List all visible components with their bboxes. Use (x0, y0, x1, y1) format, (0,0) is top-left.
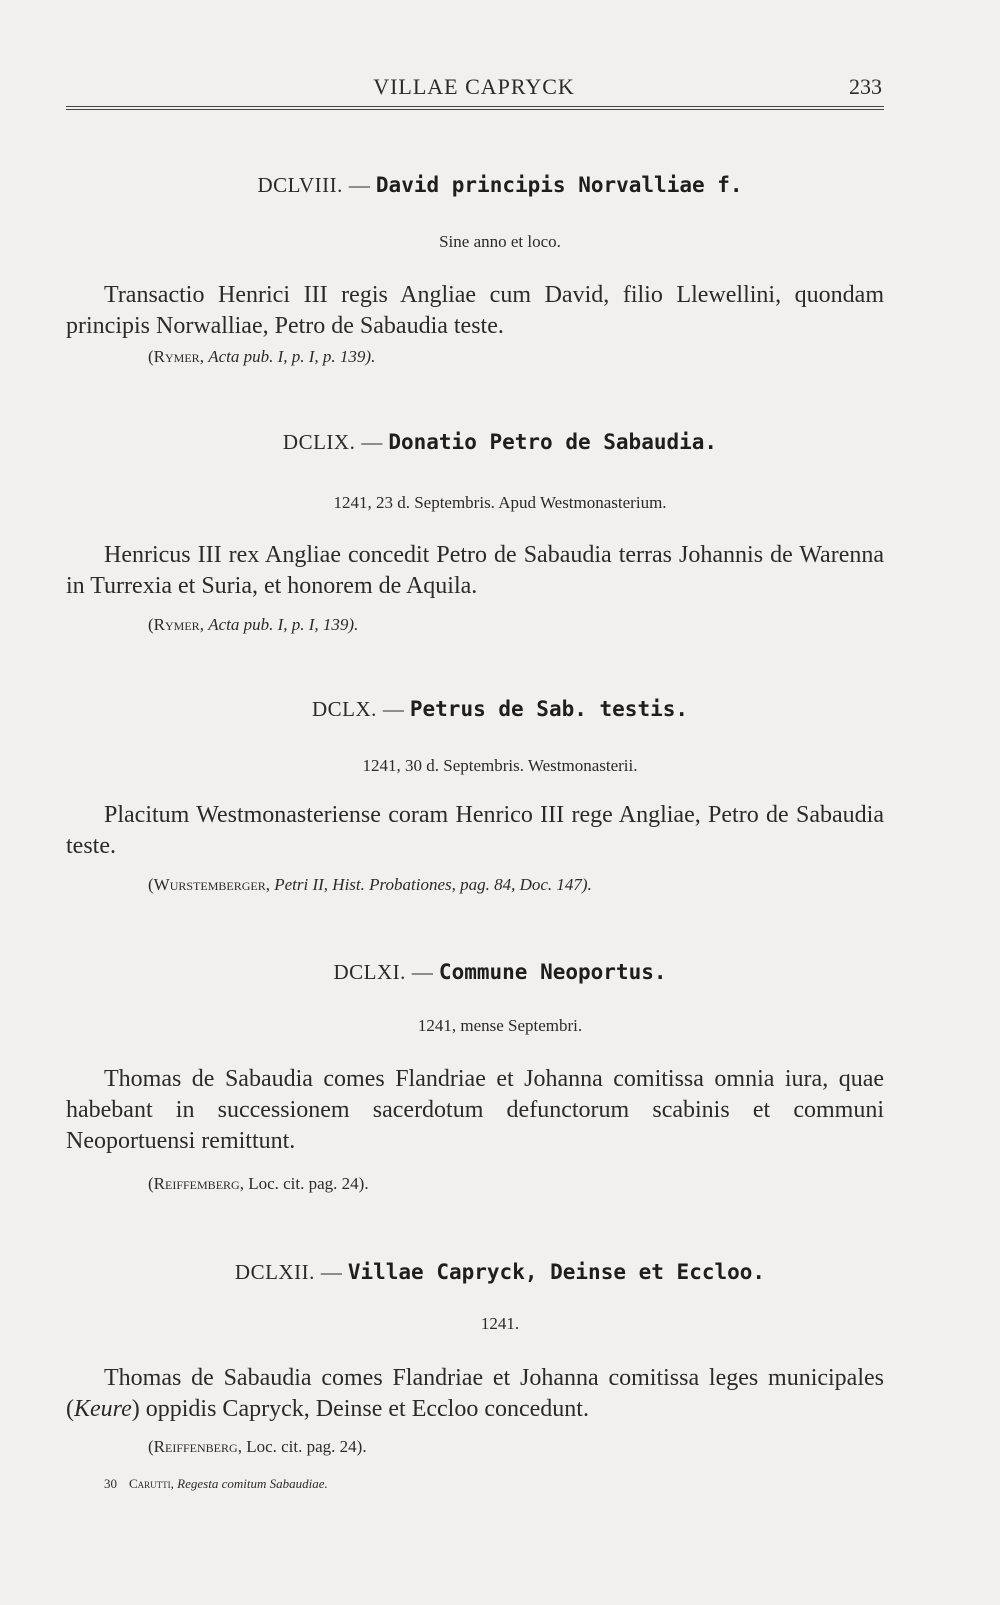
entry-dateline: 1241, 23 d. Septembris. Apud Westmonasterium. (333, 493, 667, 512)
entry-heading: DCLXI. — Commune Neoportus. (333, 960, 667, 984)
entry-source: (Reiffemberg, Loc. cit. pag. 24). (148, 1174, 369, 1193)
entry-dateline: 1241, mense Septembri. (417, 1016, 583, 1035)
entry-heading: DCLXII. — Villae Capryck, Deinse et Eccloo. (234, 1260, 766, 1284)
entry-title: Donatio Petro de Sabaudia. (388, 430, 718, 454)
running-head (66, 70, 882, 100)
entry-title: Petrus de Sab. testis. (409, 697, 689, 721)
entry-text: Thomas de Sabaudia comes Flandriae et Johanna comitissa omnia iura, quae habebant in successionem sacerdotum defunctorum scabinis et communi Neoportuensi remittunt. (66, 1066, 884, 1154)
entry-number: DCLXI. (333, 960, 406, 984)
entry-dateline: Sine anno et loco. (439, 232, 561, 251)
entry-title: Commune Neoportus. (438, 960, 667, 984)
entry-heading: DCLIX. — Donatio Petro de Sabaudia. (282, 430, 718, 454)
entry-dateline: 1241, 30 d. Septembris. Westmonasterii. (362, 756, 638, 775)
running-title: VILLAE CAPRYCK (373, 74, 575, 99)
entry-text: Placitum Westmonasteriense coram Henrico III rege Angliae, Petro de Sabaudia teste. (66, 802, 884, 859)
entry-number: DCLXII. (234, 1260, 315, 1284)
entry-text: Transactio Henrici III regis Angliae cum David, filio Llewellini, quondam principis Norwalliae, Petro de Sabaudia teste. (66, 282, 884, 339)
entry-number: DCLX. (311, 697, 377, 721)
footnote-title: Regesta comitum Sabaudiae. (177, 1476, 328, 1491)
entry-heading: DCLVIII. — David principis Norvalliae f. (257, 173, 743, 197)
entry-title: David principis Norvalliae f. (375, 173, 743, 197)
entry-text: Henricus III rex Angliae concedit Petro de Sabaudia terras Johannis de Warenna in Turrexia et Suria, et honorem de Aquila. (66, 542, 884, 599)
entry-number: DCLVIII. (257, 173, 343, 197)
entry-title: Villae Capryck, Deinse et Eccloo. (347, 1260, 766, 1284)
footnote-author: Carutti (129, 1476, 171, 1491)
entry-text: Thomas de Sabaudia comes Flandriae et Johanna comitissa leges municipales (Keure) oppidis Capryck, Deinse et Eccloo concedunt. (66, 1365, 884, 1422)
page-number: 233 (849, 74, 882, 99)
entry-number: DCLIX. (282, 430, 356, 454)
entry-source: (Reiffenberg, Loc. cit. pag. 24). (148, 1437, 367, 1456)
entry-dateline: 1241. (480, 1314, 520, 1333)
entry-source: (Rymer, Acta pub. I, p. I, 139). (148, 615, 359, 634)
entry-heading: DCLX. — Petrus de Sab. testis. (311, 697, 689, 721)
header-rule (66, 106, 884, 110)
entry-source: (Wurstemberger, Petri II, Hist. Probationes, pag. 84, Doc. 147). (148, 875, 592, 894)
footnote: 30 Carutti, Regesta comitum Sabaudiae. (104, 1476, 328, 1491)
footnote-number: 30 (104, 1476, 117, 1491)
entry-source: (Rymer, Acta pub. I, p. I, p. 139). (148, 347, 376, 366)
